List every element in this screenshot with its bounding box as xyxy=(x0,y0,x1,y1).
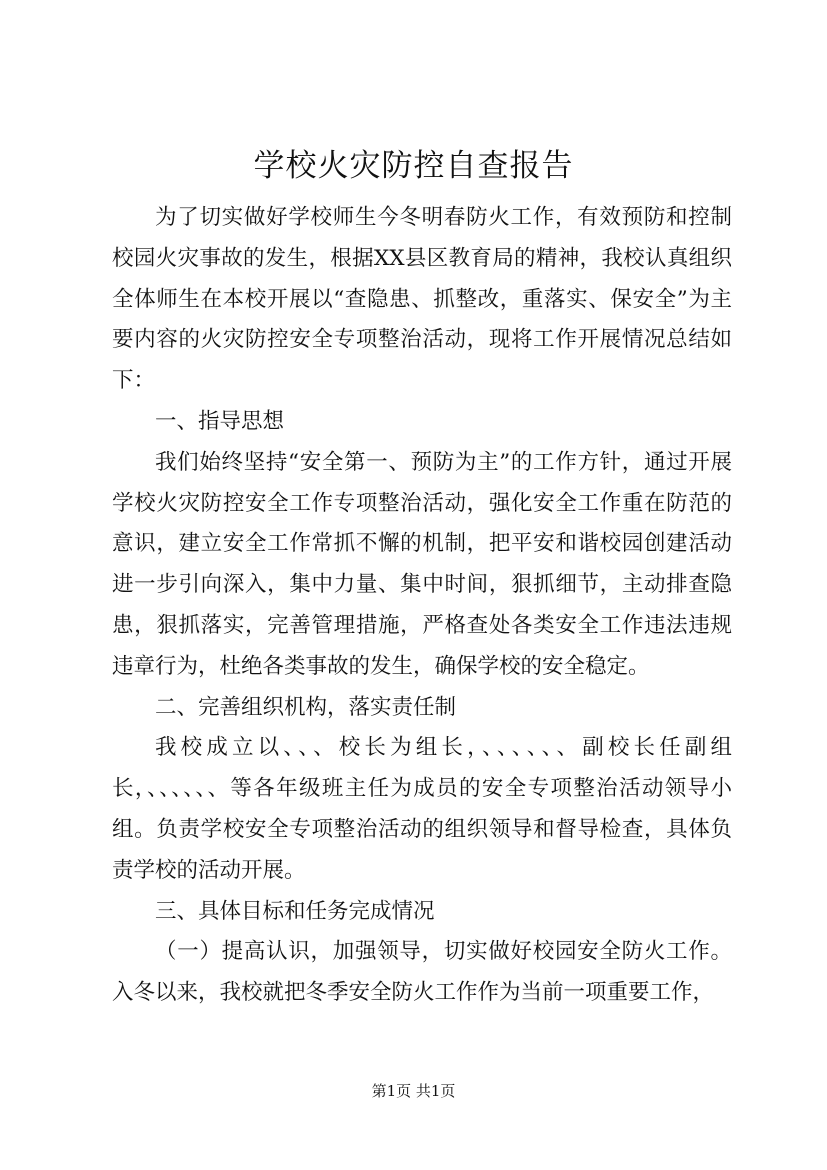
paragraph-intro: 为了切实做好学校师生今冬明春防火工作，有效预防和控制校园火灾事故的发生，根据XX县区教育局的精神，我校认真组织全体师生在本校开展以“查隐患、抓整改，重落实、保安全”为主要内容的火灾防控安全专项整治活动，现将工作开展情况总结如下： xyxy=(112,205,732,394)
paragraph-organization: 我校成立以、、、校长为组长，、、、、、、副校长任副组长，、、、、、、等各年级班主任为成员的安全专项整治活动领导小组。负责学校安全专项整治活动的组织领导和督导检查，具体负责学校的活动开展。 xyxy=(112,735,732,883)
section-heading-2: 二、完善组织机构，落实责任制 xyxy=(155,694,457,720)
section-heading-1: 一、指导思想 xyxy=(155,408,285,434)
document-title: 学校火灾防控自查报告 xyxy=(253,148,574,184)
paragraph-guiding-thought: 我们始终坚持“安全第一、预防为主”的工作方针，通过开展学校火灾防控安全工作专项整治活动，强化安全工作重在防范的意识，建立安全工作常抓不懈的机制，把平安和谐校园创建活动进一步引向深入，集中力量、集中时间，狠抓细节，主动排查隐患，狠抓落实，完善管理措施，严格查处各类安全工作违法违规违章行为，杜绝各类事故的发生，确保学校的安全稳定。 xyxy=(112,449,732,679)
document-body xyxy=(112,198,732,1014)
page-footer: 第1页 共1页 xyxy=(371,1082,456,1100)
paragraph-subsection-1: （一）提高认识，加强领导，切实做好校园安全防火工作。入冬以来，我校就把冬季安全防火工作作为当前一项重要工作， xyxy=(112,939,732,1006)
section-heading-3: 三、具体目标和任务完成情况 xyxy=(155,898,435,924)
